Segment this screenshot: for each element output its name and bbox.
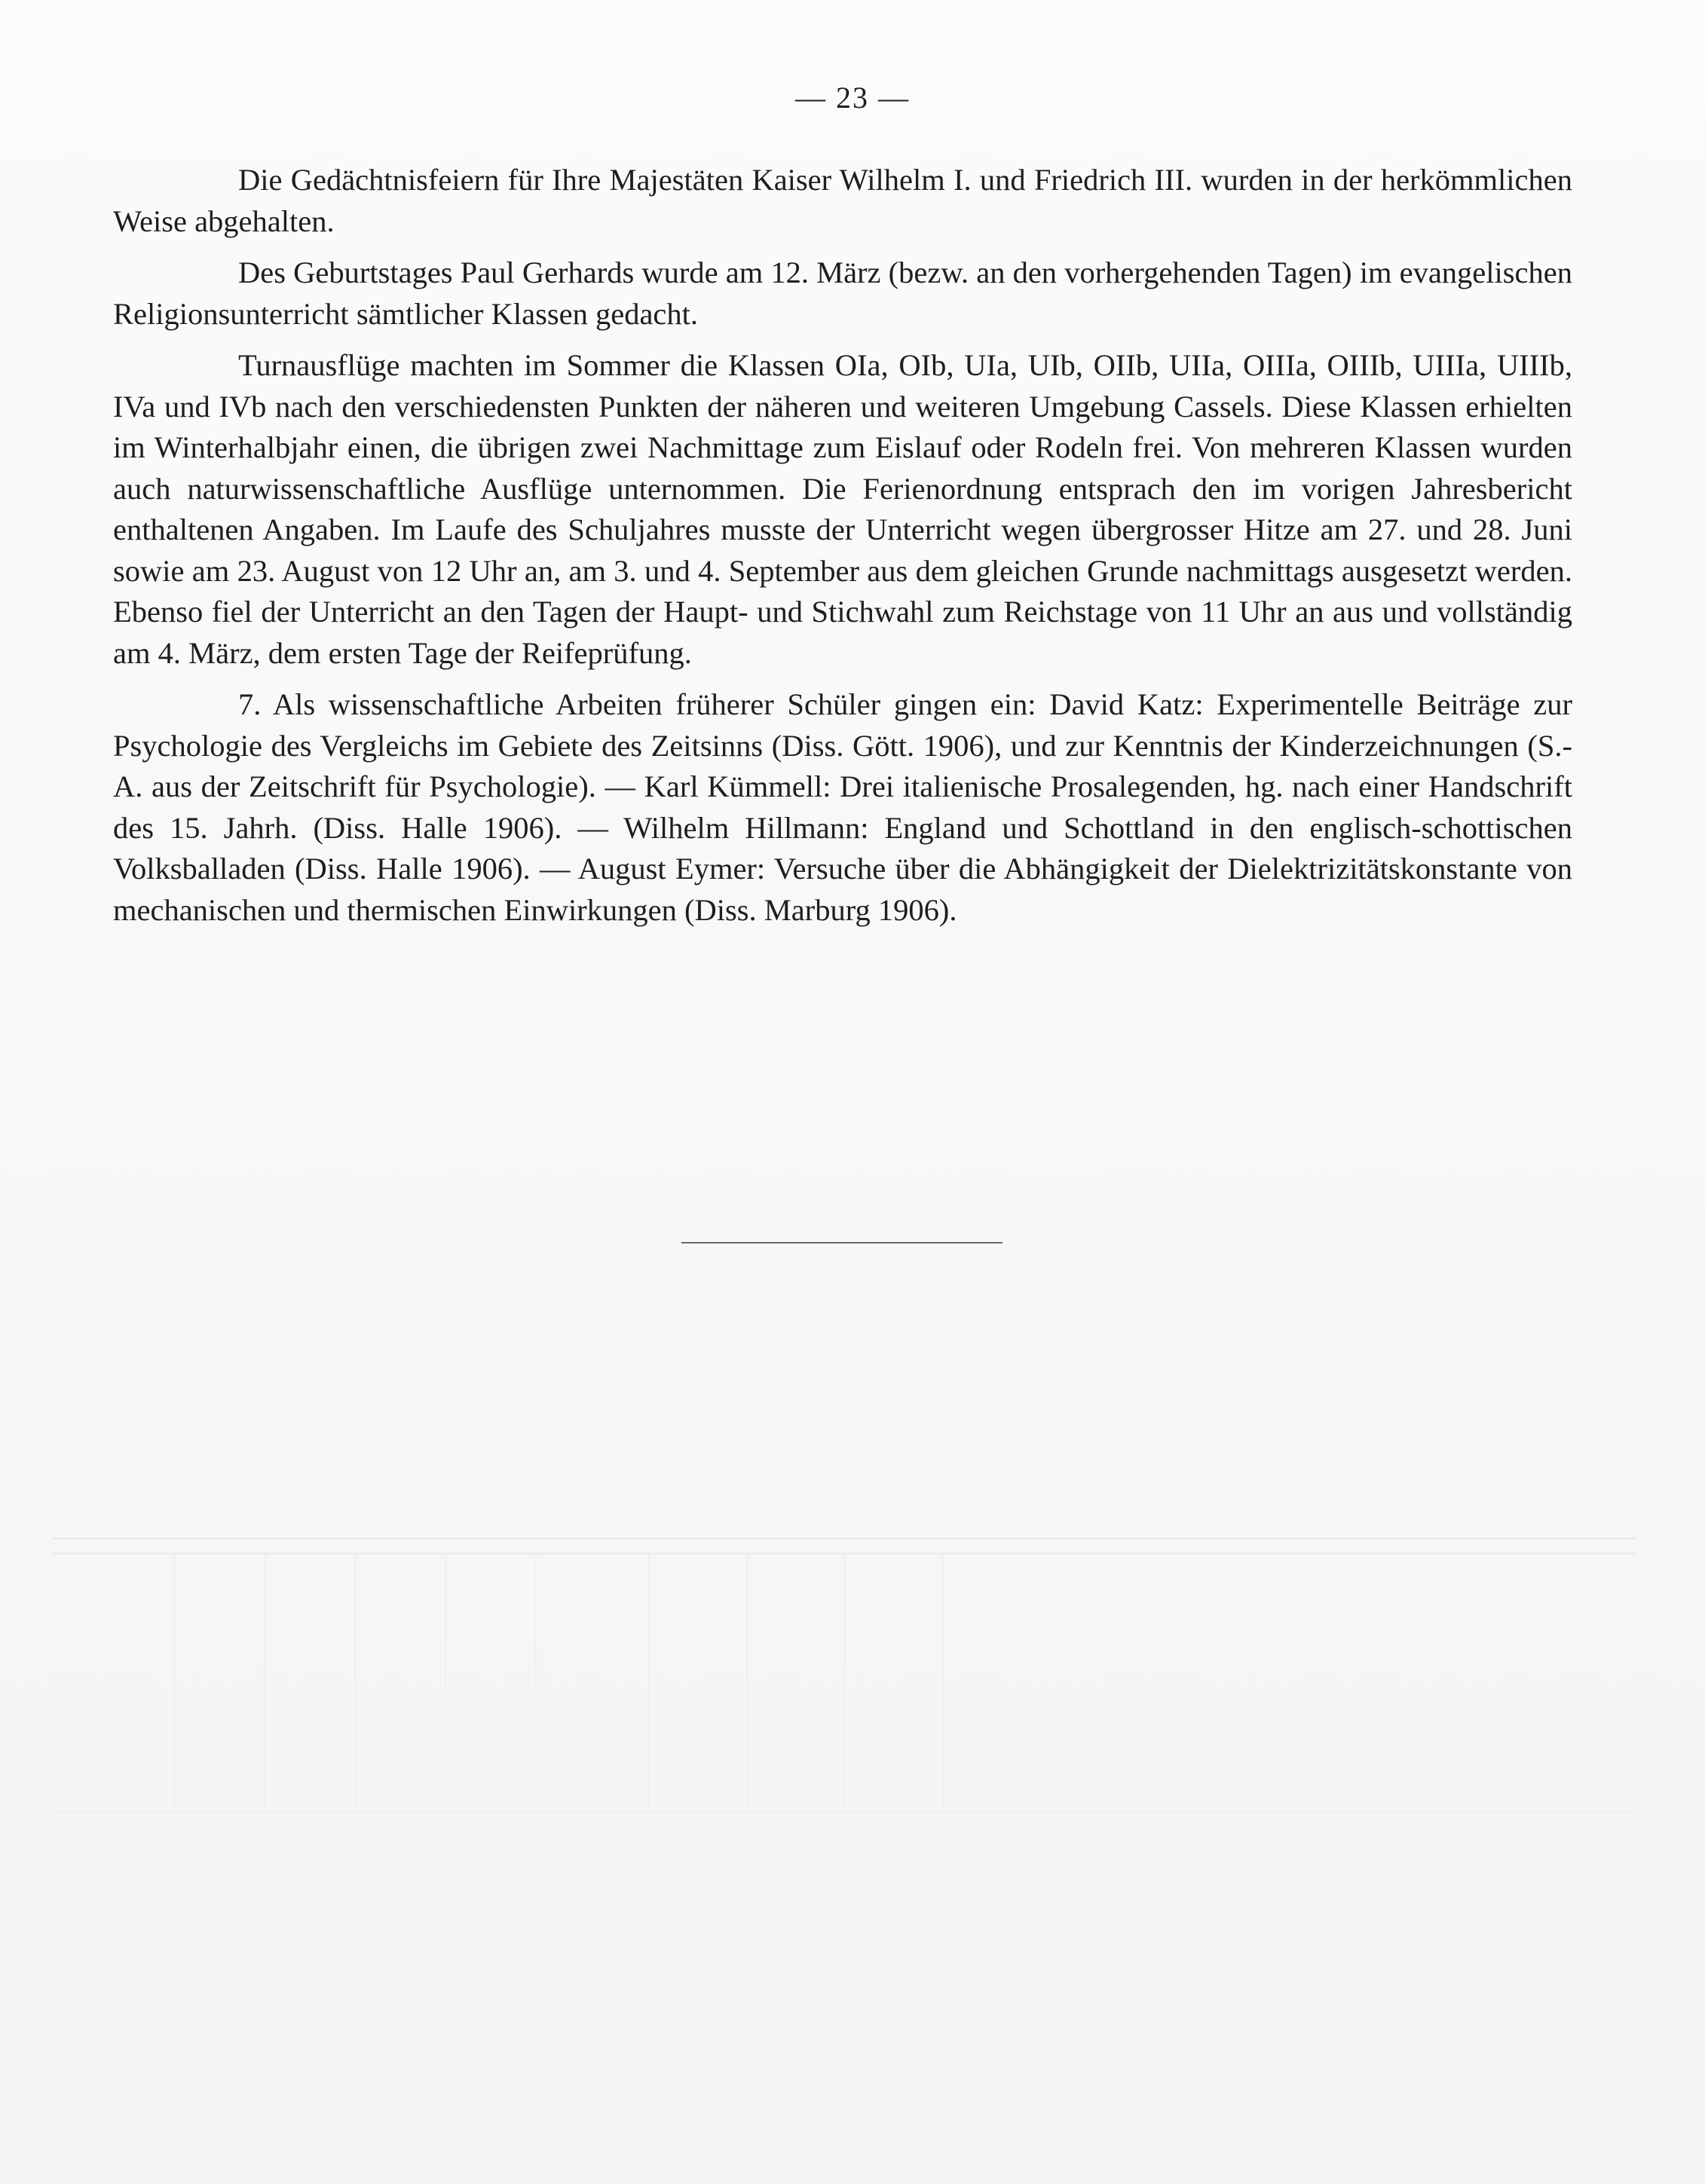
section-divider xyxy=(681,1242,1002,1243)
bleed-through-rule xyxy=(53,1537,1636,1540)
bleed-through-column xyxy=(844,1555,846,1811)
paragraph-excursions-holidays: Turnausflüge machten im Sommer die Klassen OIa, OIb, UIa, UIb, OIIb, UIIa, OIIIa, OIIIb, UIIIa, UIIIb, IVa und IVb nach den verschiedensten Punkten der näheren und weiteren Umgebung Cassels. Diese Klassen erhielten im Winterhalbjahr einen, die übrigen zwei Nachmittage zum Eislauf oder Rodeln frei. Von mehreren Klassen wurden auch naturwissenschaftliche Ausflüge unternommen. Die Ferienordnung entsprach den im vorigen Jahresbericht enthaltenen Angaben. Im Laufe des Schuljahres musste der Unterricht wegen übergrosser Hitze am 27. und 28. Juni sowie am 23. August von 12 Uhr an, am 3. und 4. September aus dem gleichen Grunde nachmittags ausgesetzt werden. Ebenso fiel der Unterricht an den Tagen der Haupt- und Stichwahl zum Reichstage von 11 Uhr an aus und vollständig am 4. März, dem ersten Tage der Reifeprüfung. xyxy=(113,348,1572,670)
bleed-through-column xyxy=(173,1555,175,1811)
bleed-through-column xyxy=(746,1555,748,1811)
paragraph-scientific-works: 7. Als wissenschaftliche Arbeiten früherer Schüler gingen ein: David Katz: Experimentelle Beiträge zur Psychologie des Vergleichs im Gebiete des Zeitsinns (Diss. Gött. 1906), und zur Kenntnis der Kinderzeichnungen (S.-A. aus der Zeitschrift für Psychologie). — Karl Kümmell: Drei italienische Prosalegenden, hg. nach einer Handschrift des 15. Jahrh. (Diss. Halle 1906). — Wilhelm Hillmann: England und Schottland in den englisch-schottischen Volksballaden (Diss. Halle 1906). — August Eymer: Versuche über die Abhängigkeit der Dielektrizitätskonstante von mechanischen und thermischen Einwirkungen (Diss. Marburg 1906). xyxy=(113,687,1572,927)
bleed-through-column xyxy=(354,1555,356,1811)
paragraph-commemorations: Die Gedächtnisfeiern für Ihre Majestäten Kaiser Wilhelm I. und Friedrich III. wurden in der herkömmlichen Weise abgehalten. xyxy=(113,163,1572,238)
paragraph-gerhardt-birthday: Des Geburtstages Paul Gerhards wurde am 12. März (bezw. an den vorhergehenden Tagen) im evangelischen Religionsunterricht sämtlicher Klassen gedacht. xyxy=(113,255,1572,331)
bleed-through-table xyxy=(53,1552,1636,1812)
bleed-through-column xyxy=(445,1555,446,1811)
bleed-through-column xyxy=(942,1555,944,1811)
bleed-through-column xyxy=(264,1555,265,1811)
body-text xyxy=(113,160,1572,931)
bleed-through-column xyxy=(648,1555,650,1811)
bleed-through-column xyxy=(535,1555,537,1811)
page-number: — 23 — xyxy=(795,81,910,115)
